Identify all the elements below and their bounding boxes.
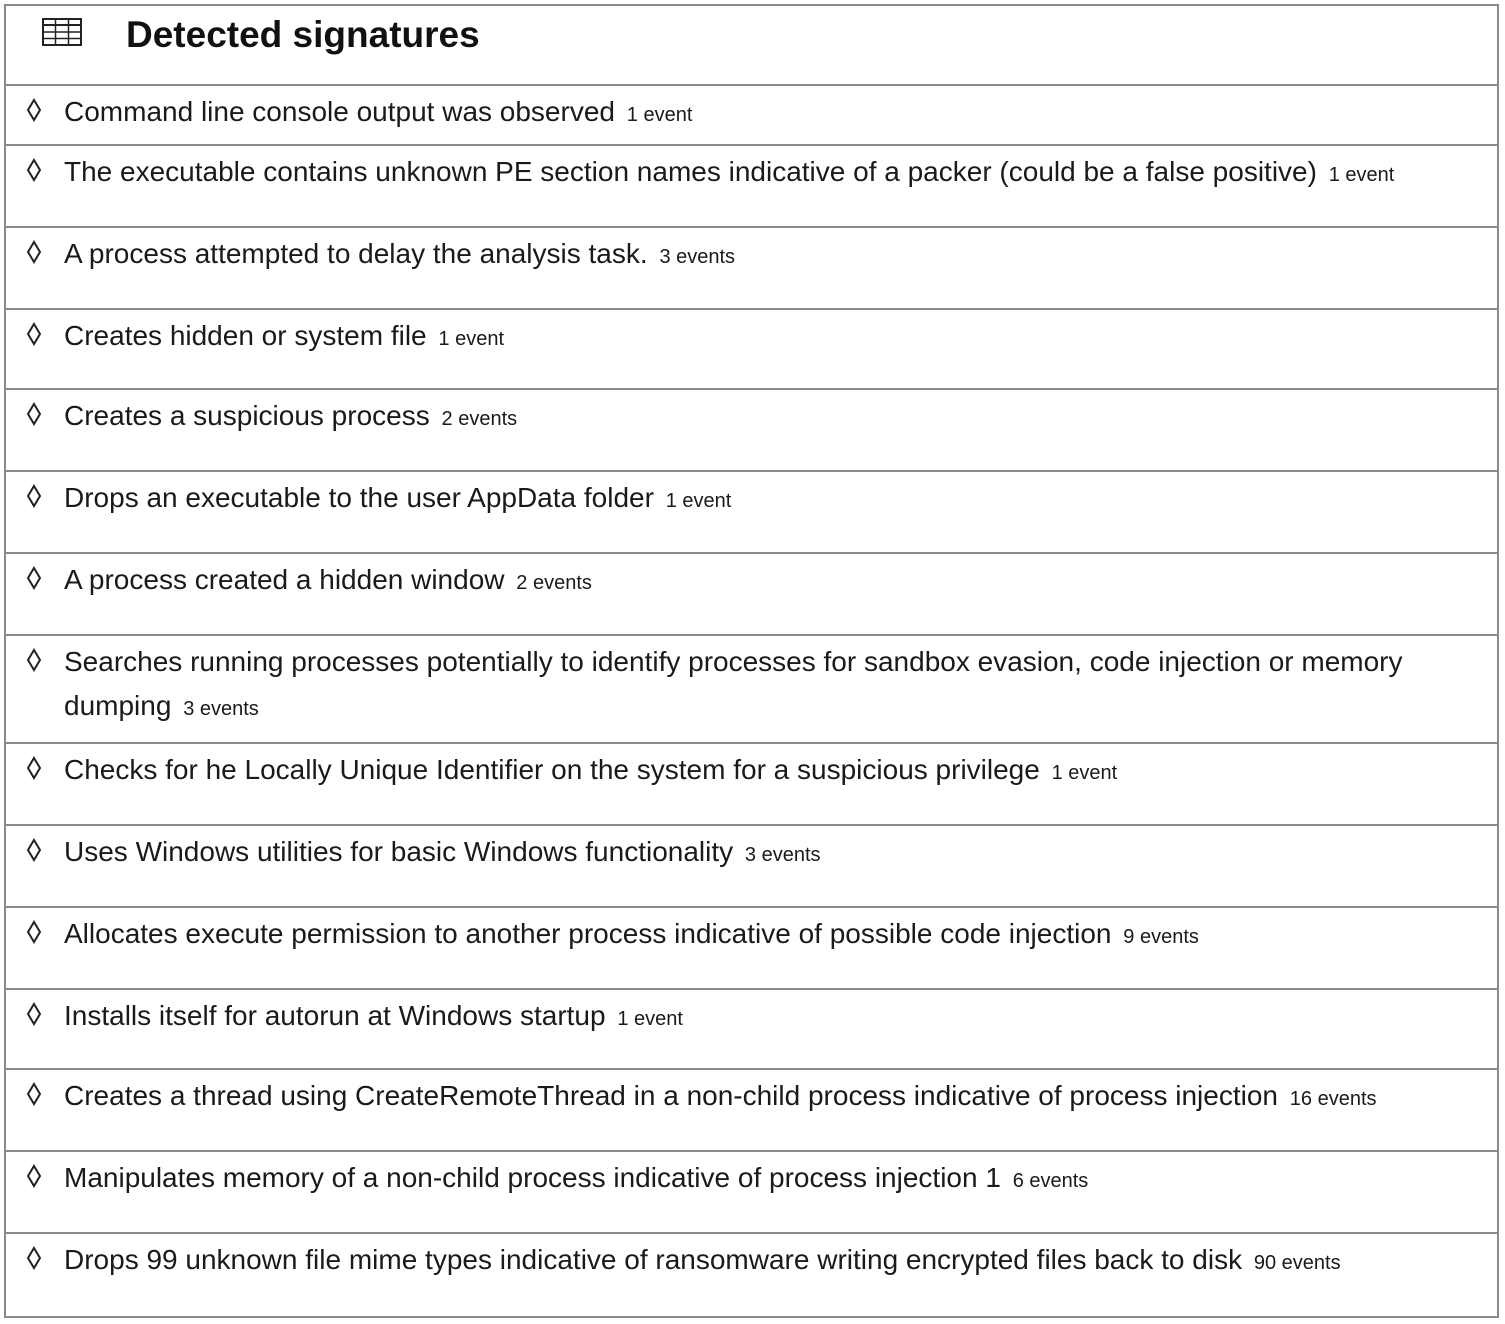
signature-row <box>6 86 1497 146</box>
signature-text <box>64 314 1467 361</box>
signature-label: Manipulates memory of a non-child process indicative of process injection 1 <box>64 1162 1001 1193</box>
signature-label: Allocates execute permission to another process indicative of possible code injection <box>64 918 1112 949</box>
signature-label: Drops an executable to the user AppData folder <box>64 482 654 513</box>
diamond-bullet-icon <box>26 838 42 862</box>
signature-row <box>6 390 1497 472</box>
diamond-bullet-icon <box>26 920 42 944</box>
diamond-bullet-icon <box>26 98 42 122</box>
event-count: 1 event <box>665 490 732 512</box>
signature-text <box>64 90 1467 137</box>
signature-text <box>64 994 1467 1041</box>
signature-row <box>6 228 1497 310</box>
signature-label: Uses Windows utilities for basic Windows functionality <box>64 836 734 867</box>
event-count: 3 events <box>744 844 821 866</box>
signature-text <box>64 558 1467 605</box>
signature-text <box>64 640 1467 731</box>
event-count: 2 events <box>516 572 592 594</box>
signature-text <box>64 476 1467 523</box>
signature-text <box>64 1156 1467 1203</box>
diamond-bullet-icon <box>26 484 42 508</box>
diamond-bullet-icon <box>26 1246 42 1270</box>
event-count: 90 events <box>1253 1252 1341 1274</box>
diamond-bullet-icon <box>26 566 42 590</box>
signature-text <box>64 1238 1467 1285</box>
signature-label: Creates a suspicious process <box>64 400 430 431</box>
event-count: 1 event <box>1328 164 1395 186</box>
event-count: 9 events <box>1123 926 1199 948</box>
diamond-bullet-icon <box>26 1164 42 1188</box>
signature-row <box>6 636 1497 744</box>
signature-label: A process attempted to delay the analysis task. <box>64 238 648 269</box>
signature-row <box>6 826 1497 908</box>
signature-text <box>64 912 1467 959</box>
diamond-bullet-icon <box>26 756 42 780</box>
event-count: 16 events <box>1289 1088 1377 1110</box>
signature-row <box>6 472 1497 554</box>
signature-row <box>6 1234 1497 1316</box>
signature-row <box>6 554 1497 636</box>
event-count: 1 event <box>1051 762 1118 784</box>
signature-label: The executable contains unknown PE section names indicative of a packer (could be a false positive) <box>64 156 1317 187</box>
signature-row <box>6 990 1497 1070</box>
signature-row <box>6 1152 1497 1234</box>
signature-label: Creates a thread using CreateRemoteThread in a non-child process indicative of process injection <box>64 1080 1278 1111</box>
signature-text <box>64 1074 1467 1121</box>
panel-title: Detected signatures <box>126 14 480 55</box>
signature-text <box>64 830 1467 877</box>
signature-label: Command line console output was observed <box>64 96 615 127</box>
signature-text <box>64 232 1467 279</box>
signature-text <box>64 150 1467 197</box>
signature-row <box>6 744 1497 826</box>
diamond-bullet-icon <box>26 1002 42 1026</box>
signature-label: Installs itself for autorun at Windows startup <box>64 1000 606 1031</box>
signature-label: Checks for he Locally Unique Identifier on the system for a suspicious privilege <box>64 754 1040 785</box>
diamond-bullet-icon <box>26 648 42 672</box>
event-count: 6 events <box>1012 1170 1089 1192</box>
event-count: 1 event <box>617 1008 683 1030</box>
diamond-bullet-icon <box>26 322 42 346</box>
signature-row <box>6 1070 1497 1152</box>
event-count: 3 events <box>183 698 259 720</box>
signature-row <box>6 908 1497 990</box>
signature-text <box>64 394 1467 441</box>
signature-label: Searches running processes potentially to identify processes for sandbox evasion, code injection or memory dumping <box>64 646 1403 721</box>
table-icon <box>42 18 82 46</box>
diamond-bullet-icon <box>26 240 42 264</box>
detected-signatures-panel <box>4 4 1499 1318</box>
signature-text <box>64 748 1467 795</box>
signature-row <box>6 310 1497 390</box>
event-count: 1 event <box>626 104 693 126</box>
signature-row <box>6 146 1497 228</box>
signature-list <box>6 86 1497 1316</box>
diamond-bullet-icon <box>26 402 42 426</box>
diamond-bullet-icon <box>26 1082 42 1106</box>
event-count: 1 event <box>438 328 504 350</box>
signature-label: Creates hidden or system file <box>64 320 427 351</box>
event-count: 3 events <box>659 246 736 268</box>
diamond-bullet-icon <box>26 158 42 182</box>
signature-label: A process created a hidden window <box>64 564 505 595</box>
event-count: 2 events <box>441 408 518 430</box>
signature-label: Drops 99 unknown file mime types indicative of ransomware writing encrypted files back to disk <box>64 1244 1243 1275</box>
panel-header <box>6 6 1497 86</box>
